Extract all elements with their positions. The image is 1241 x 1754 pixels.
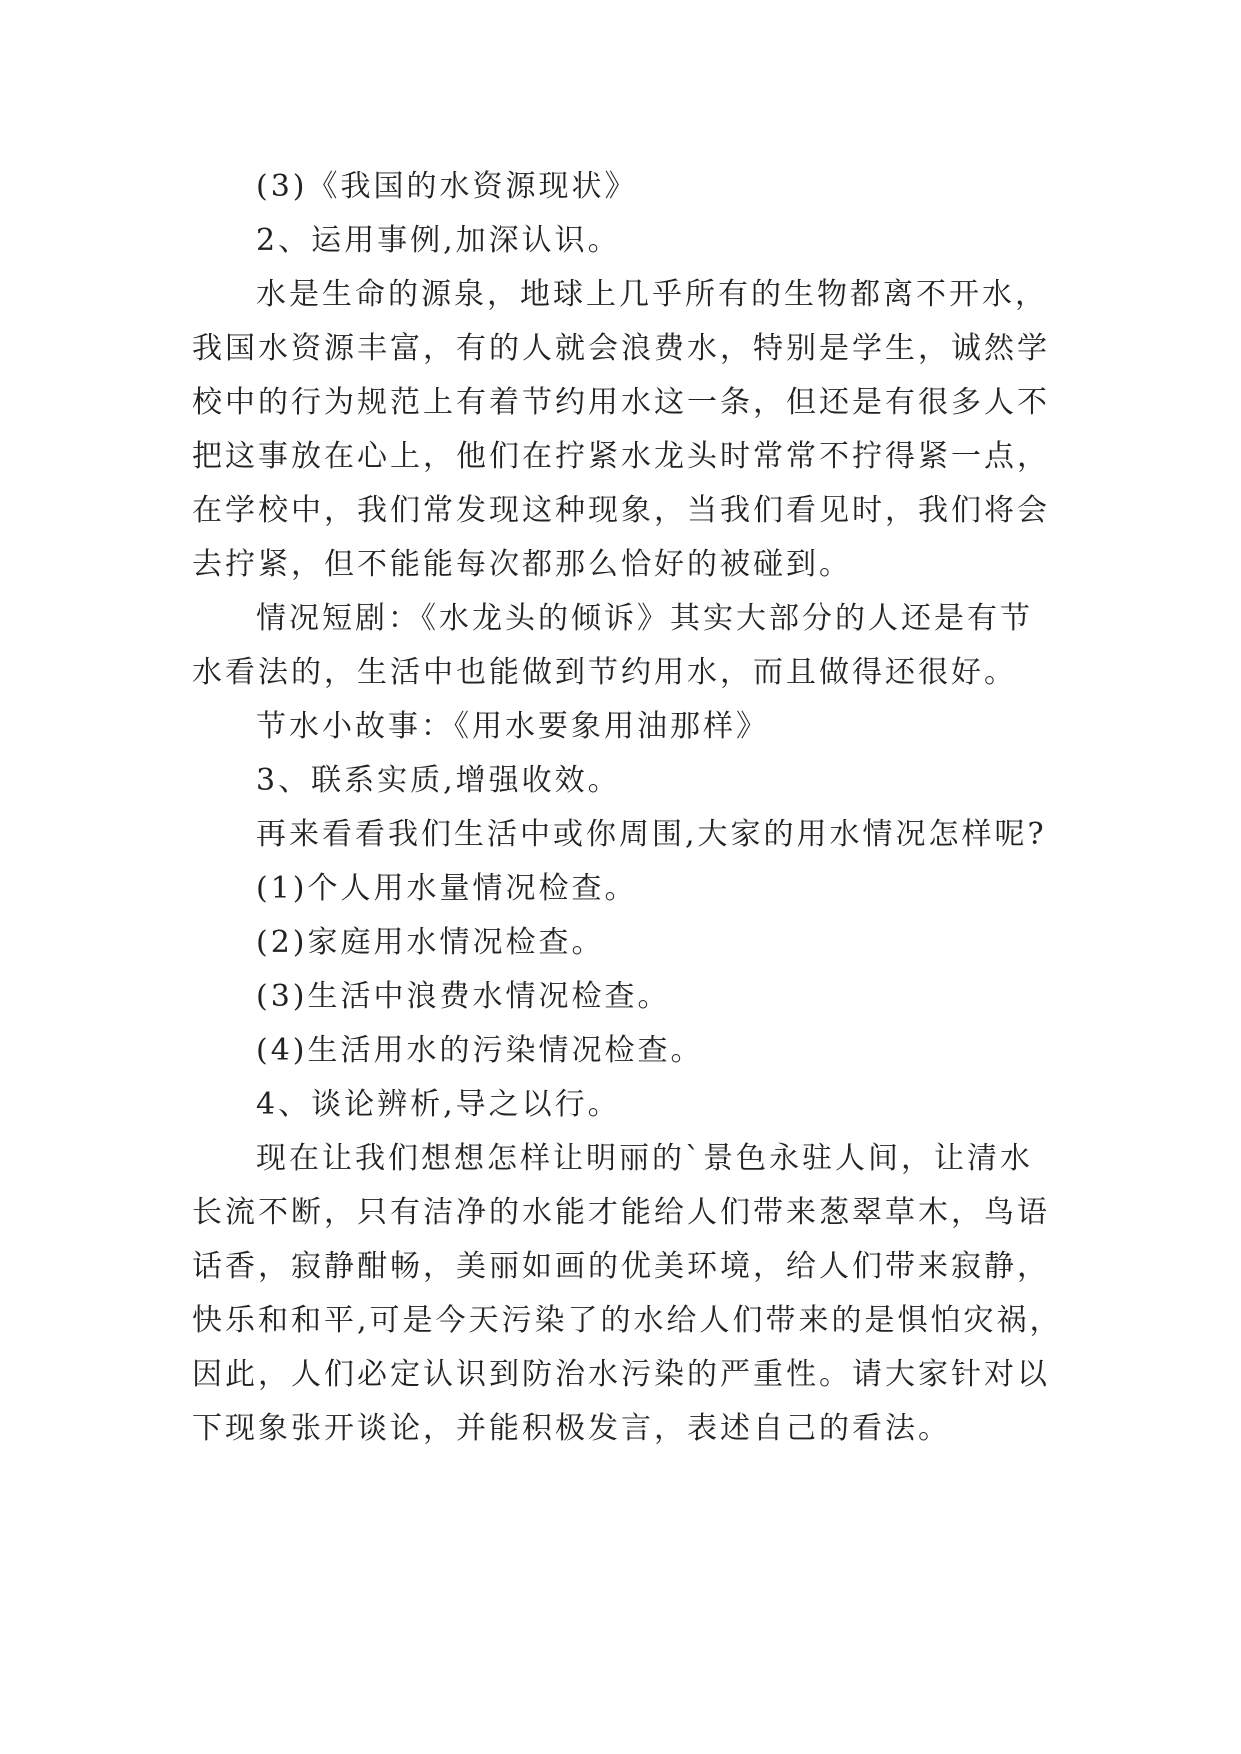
list-item-check-1: (1)个人用水量情况检查。 — [256, 871, 638, 906]
paragraph-line: 水看法的，生活中也能做到节约用水，而且做得还很好。 — [192, 655, 1017, 690]
paragraph-line: 节水小故事：《用水要象用油那样》 — [256, 709, 769, 744]
paragraph-line: 水是生命的源泉，地球上几乎所有的生物都离不开水， — [256, 277, 1048, 312]
section-heading-4: 4、谈论辨析,导之以行。 — [256, 1087, 621, 1122]
paragraph-line: 情况短剧：《水龙头的倾诉》其实大部分的人还是有节 — [256, 601, 1033, 636]
section-heading-3: 3、联系实质,增强收效。 — [256, 763, 621, 798]
paragraph-line: 我国水资源丰富，有的人就会浪费水，特别是学生，诚然学 — [192, 331, 1050, 366]
document-body — [192, 160, 1062, 1456]
paragraph-line: 话香，寂静酣畅，美丽如画的优美环境，给人们带来寂静， — [192, 1249, 1050, 1284]
paragraph-line: 下现象张开谈论，并能积极发言，表述自己的看法。 — [192, 1411, 951, 1446]
list-item-check-2: (2)家庭用水情况检查。 — [256, 925, 605, 960]
paragraph-line: 现在让我们想想怎样让明丽的`景色永驻人间，让清水 — [256, 1141, 1033, 1176]
list-item-water-status: (3)《我国的水资源现状》 — [256, 169, 638, 204]
list-item-check-4: (4)生活用水的污染情况检查。 — [256, 1033, 704, 1068]
paragraph-line: 校中的行为规范上有着节约用水这一条，但还是有很多人不 — [192, 385, 1050, 420]
list-item-check-3: (3)生活中浪费水情况检查。 — [256, 979, 671, 1014]
paragraph-line: 长流不断，只有洁净的水能才能给人们带来葱翠草木，鸟语 — [192, 1195, 1050, 1230]
paragraph-line: 快乐和和平,可是今天污染了的水给人们带来的是惧怕灾祸， — [192, 1303, 1063, 1338]
paragraph-line: 因此，人们必定认识到防治水污染的严重性。请大家针对以 — [192, 1357, 1050, 1392]
paragraph-line: 再来看看我们生活中或你周围,大家的用水情况怎样呢? — [256, 817, 1047, 852]
paragraph-line: 去拧紧，但不能能每次都那么恰好的被碰到。 — [192, 547, 852, 582]
paragraph-line: 在学校中，我们常发现这种现象，当我们看见时，我们将会 — [192, 493, 1050, 528]
paragraph-line: 把这事放在心上，他们在拧紧水龙头时常常不拧得紧一点， — [192, 439, 1050, 474]
section-heading-2: 2、运用事例,加深认识。 — [256, 223, 621, 258]
